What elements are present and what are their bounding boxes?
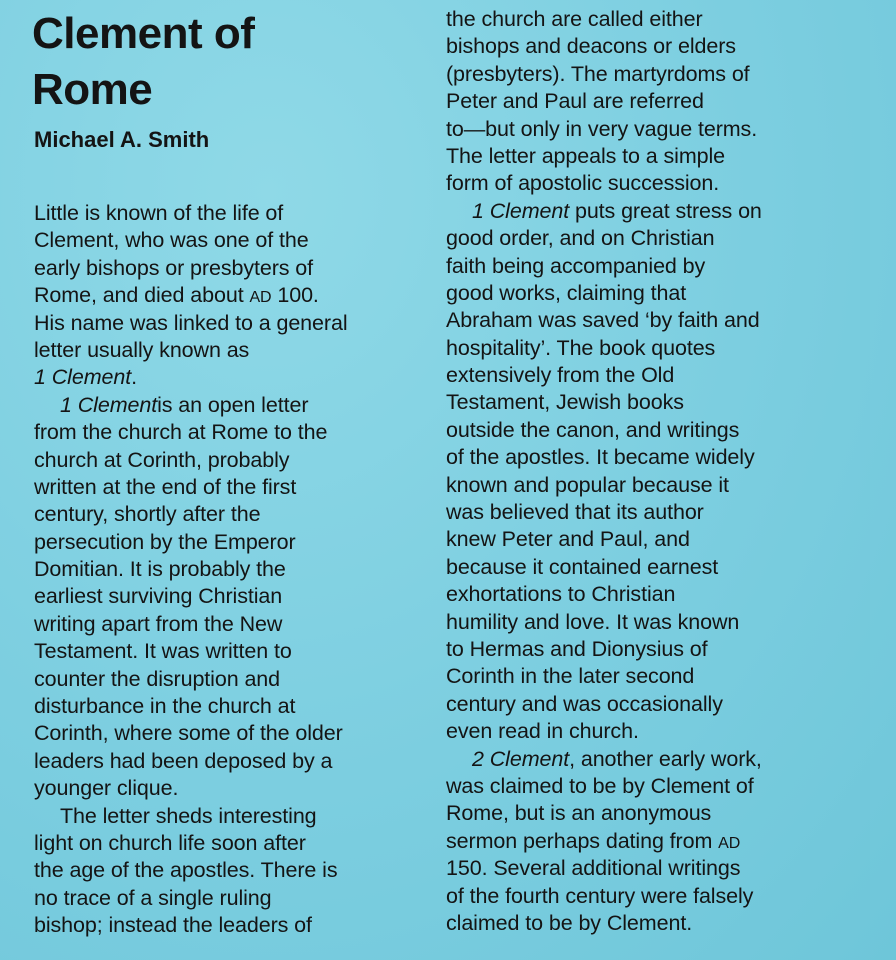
text-line: [34, 227, 434, 254]
text-line: [34, 364, 434, 391]
text-segment: knew Peter and Paul, and: [446, 527, 690, 552]
text-line: [446, 718, 866, 745]
text-line: [446, 335, 866, 362]
text-line: [446, 773, 866, 800]
text-segment: is an open letter: [157, 392, 309, 417]
text-line: [446, 691, 866, 718]
text-line: [446, 143, 866, 170]
text-line: [34, 255, 434, 282]
text-segment: of the apostles. It became widely: [446, 445, 755, 470]
text-segment: extensively from the Old: [446, 363, 675, 388]
text-segment: , another early work,: [569, 746, 762, 771]
author-name: Michael A. Smith: [34, 127, 210, 152]
text-segment: AD: [718, 834, 741, 852]
text-line: [34, 501, 434, 528]
text-line: [34, 447, 434, 474]
text-segment: church at Corinth, probably: [34, 447, 290, 472]
text-line: [446, 88, 866, 115]
text-segment: Little is known of the life of: [34, 201, 284, 225]
text-line: [446, 33, 866, 60]
text-line: [34, 803, 434, 830]
text-segment: younger clique.: [34, 776, 179, 801]
text-segment: written at the end of the first: [34, 474, 297, 499]
text-segment: Abraham was saved ‘by faith and: [446, 308, 760, 333]
text-segment: The letter sheds interesting: [60, 803, 317, 828]
text-line: [34, 857, 434, 884]
text-segment: hospitality’. The book quotes: [446, 335, 716, 360]
text-line: [446, 6, 866, 33]
text-line: [446, 609, 866, 636]
text-segment: Testament, Jewish books: [446, 390, 684, 415]
text-segment: Rome, and died about: [34, 283, 250, 308]
text-line: [446, 116, 866, 143]
text-line: [34, 310, 434, 337]
text-segment: Corinth in the later second: [446, 664, 695, 689]
text-segment: exhortations to Christian: [446, 582, 676, 607]
text-segment: AD: [249, 289, 272, 307]
text-line: [34, 419, 434, 446]
text-line: [34, 830, 434, 857]
text-line: [446, 828, 866, 855]
text-line: [34, 529, 434, 556]
text-line: [34, 282, 434, 309]
text-segment: from the church at Rome to the: [34, 420, 328, 445]
text-segment: of the fourth century were falsely: [446, 883, 754, 908]
text-segment: Domitian. It is probably the: [34, 557, 286, 582]
text-segment: Testament. It was written to: [34, 639, 292, 664]
text-segment: 1 Clement: [34, 365, 132, 390]
text-segment: writing apart from the New: [34, 611, 283, 636]
text-segment: good works, claiming that: [446, 280, 687, 305]
text-line: [446, 417, 866, 444]
text-segment: the church are called either: [446, 7, 703, 31]
text-segment: century and was occasionally: [446, 691, 723, 716]
text-segment: humility and love. It was known: [446, 609, 740, 634]
text-segment: Rome, but is an anonymous: [446, 801, 712, 826]
text-segment: century, shortly after the: [34, 502, 261, 527]
text-segment: the age of the apostles. There is: [34, 858, 338, 883]
text-line: [34, 556, 434, 583]
text-line: [34, 693, 434, 720]
text-segment: faith being accompanied by: [446, 253, 706, 278]
text-line: [446, 526, 866, 553]
text-segment: 1 Clement: [472, 198, 570, 223]
text-segment: 1 Clement: [60, 392, 158, 417]
text-line: [34, 638, 434, 665]
text-segment: to—but only in very vague terms.: [446, 116, 758, 141]
text-line: [34, 583, 434, 610]
text-line: [34, 775, 434, 802]
text-segment: Clement, who was one of the: [34, 228, 309, 253]
text-line: [446, 170, 866, 197]
text-line: [446, 883, 866, 910]
text-segment: light on church life soon after: [34, 830, 306, 855]
text-line: [34, 611, 434, 638]
text-line: [34, 720, 434, 747]
text-line: [446, 746, 866, 773]
text-segment: no trace of a single ruling: [34, 885, 272, 910]
text-line: [446, 800, 866, 827]
text-segment: counter the disruption and: [34, 666, 281, 691]
text-segment: was claimed to be by Clement of: [446, 773, 754, 798]
text-segment: leaders had been deposed by a: [34, 748, 333, 773]
text-segment: early bishops or presbyters of: [34, 255, 314, 280]
text-segment: outside the canon, and writings: [446, 417, 740, 442]
text-segment: to Hermas and Dionysius of: [446, 636, 708, 661]
text-line: [446, 362, 866, 389]
text-line: [34, 200, 434, 227]
text-line: [446, 225, 866, 252]
text-line: [446, 307, 866, 334]
text-segment: bishop; instead the leaders of: [34, 913, 312, 938]
text-line: [446, 472, 866, 499]
text-line: [446, 280, 866, 307]
text-segment: bishops and deacons or elders: [446, 34, 736, 59]
text-segment: puts great stress on: [569, 198, 762, 223]
article-title: [32, 6, 422, 118]
title-line: Rome: [32, 65, 153, 114]
text-line: [446, 663, 866, 690]
text-segment: known and popular because it: [446, 472, 729, 497]
text-segment: Peter and Paul are referred: [446, 89, 704, 114]
text-line: [446, 389, 866, 416]
text-line: [446, 636, 866, 663]
text-segment: His name was linked to a general: [34, 310, 348, 335]
title-line: Clement of: [32, 9, 255, 58]
text-line: [34, 392, 434, 419]
left-column: [34, 200, 434, 940]
text-segment: sermon perhaps dating from: [446, 828, 719, 853]
text-line: [446, 444, 866, 471]
text-line: [446, 499, 866, 526]
text-segment: good order, and on Christian: [446, 226, 715, 251]
text-segment: claimed to be by Clement.: [446, 910, 693, 935]
text-line: [446, 581, 866, 608]
text-line: [34, 885, 434, 912]
text-segment: disturbance in the church at: [34, 694, 296, 719]
text-line: [446, 198, 866, 225]
text-line: [34, 912, 434, 939]
text-line: [34, 666, 434, 693]
text-segment: because it contained earnest: [446, 554, 719, 579]
text-segment: form of apostolic succession.: [446, 171, 720, 196]
right-column: [446, 6, 866, 937]
text-line: [34, 748, 434, 775]
text-segment: (presbyters). The martyrdoms of: [446, 61, 750, 86]
text-line: [446, 855, 866, 882]
text-line: [34, 474, 434, 501]
text-segment: Corinth, where some of the older: [34, 721, 343, 746]
text-line: [446, 61, 866, 88]
text-segment: 100.: [271, 283, 319, 308]
text-line: [446, 554, 866, 581]
text-segment: letter usually known as: [34, 337, 250, 362]
text-line: [446, 253, 866, 280]
text-segment: .: [131, 365, 137, 390]
text-segment: 150. Several additional writings: [446, 856, 741, 881]
text-segment: earliest surviving Christian: [34, 584, 283, 609]
text-segment: The letter appeals to a simple: [446, 143, 726, 168]
text-segment: persecution by the Emperor: [34, 529, 296, 554]
text-segment: even read in church.: [446, 719, 639, 744]
text-segment: was believed that its author: [446, 500, 704, 525]
text-line: [34, 337, 434, 364]
text-segment: 2 Clement: [472, 746, 570, 771]
text-line: [446, 910, 866, 937]
